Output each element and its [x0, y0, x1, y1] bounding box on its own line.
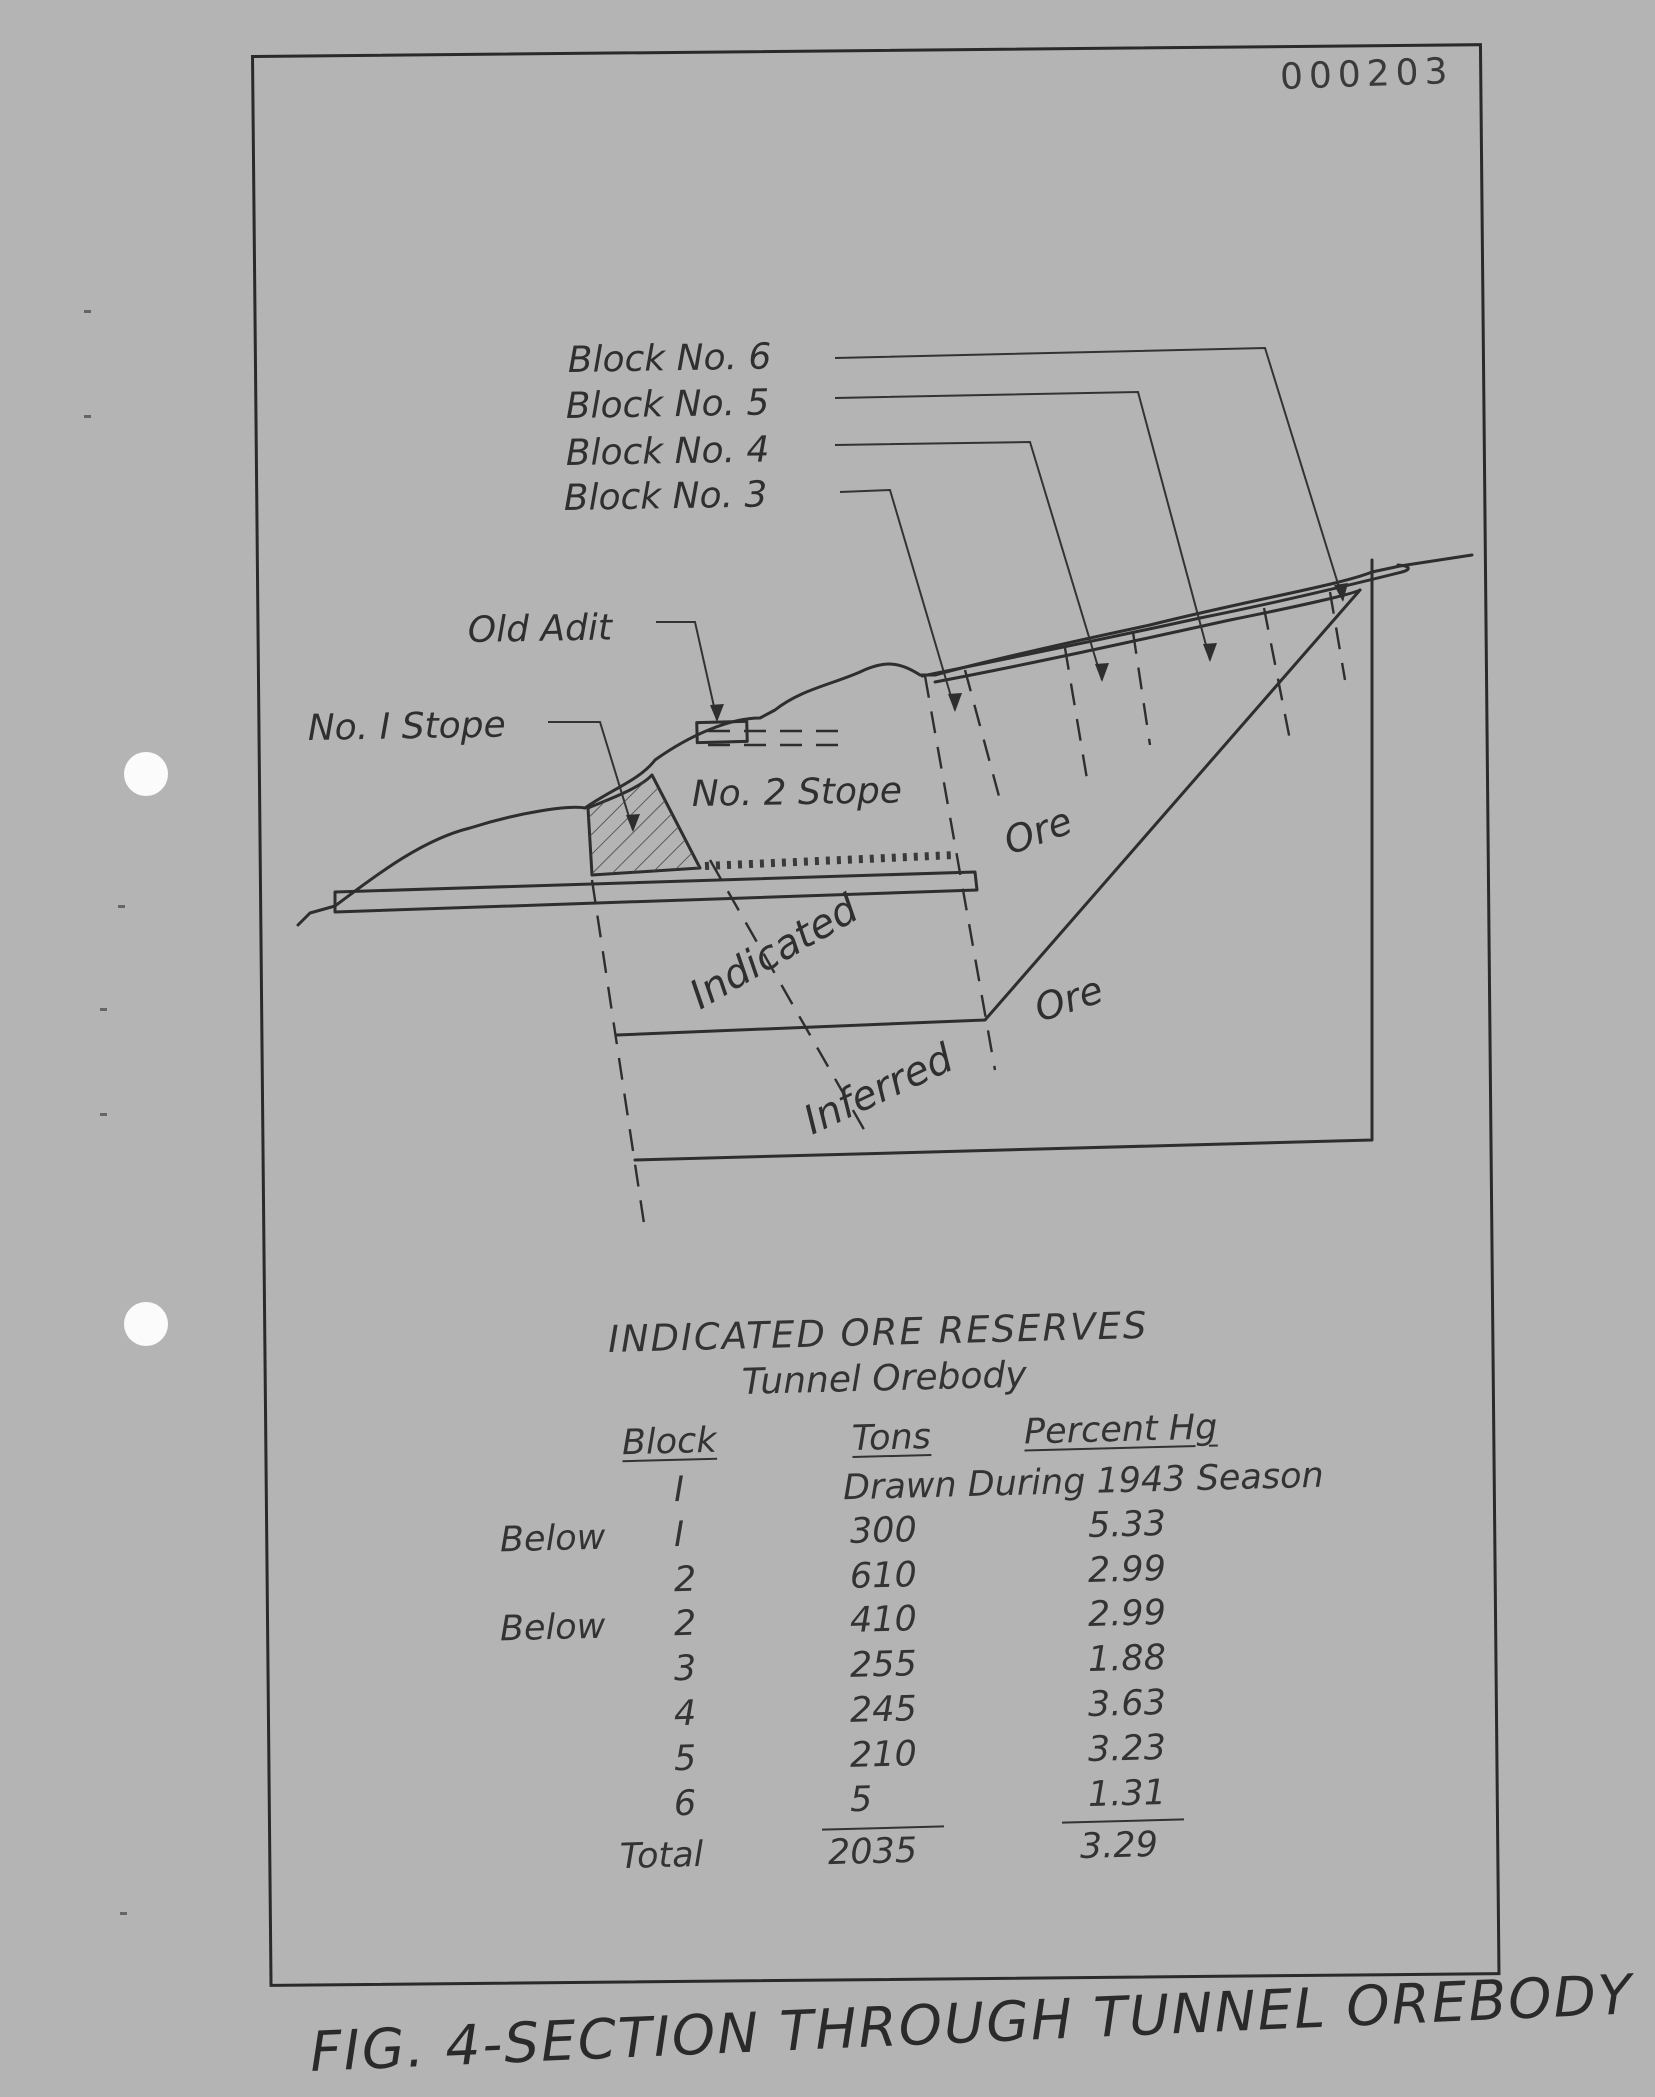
row-block: 3 — [673, 1648, 697, 1690]
header-tons: Tons — [851, 1416, 932, 1460]
label-old-adit: Old Adit — [467, 607, 613, 651]
total-tons: 2035 — [827, 1830, 918, 1874]
no1-stope-hatch — [588, 775, 700, 875]
document-number: 000203 — [1279, 50, 1455, 99]
total-percent: 3.29 — [1079, 1824, 1159, 1868]
row-percent: 1.31 — [1087, 1772, 1167, 1815]
row-percent: 2.99 — [1087, 1548, 1167, 1591]
row-tons: 300 — [849, 1509, 918, 1552]
row-prefix: Below — [499, 1517, 606, 1561]
header-block: Block — [621, 1420, 718, 1464]
table-title: INDICATED ORE RESERVES — [607, 1303, 1149, 1361]
label-block-4: Block No. 4 — [565, 429, 770, 474]
label-ore-lower: Ore — [1029, 967, 1109, 1031]
vein-bottom — [935, 590, 1360, 682]
label-ore-upper: Ore — [998, 798, 1078, 864]
row-percent: 3.63 — [1087, 1682, 1167, 1726]
figure-caption: FIG. 4-SECTION THROUGH TUNNEL OREBODY — [308, 1962, 1635, 2084]
row-block: I — [673, 1469, 685, 1511]
row-percent: 2.99 — [1087, 1593, 1167, 1636]
row-block: 5 — [673, 1738, 697, 1780]
row-tons: 5 — [849, 1779, 873, 1820]
row-tons: 245 — [849, 1689, 918, 1731]
label-block-5: Block No. 5 — [565, 382, 770, 427]
row-tons: 210 — [849, 1733, 918, 1776]
punch-hole-bottom — [124, 1302, 168, 1346]
row-percent: 5.33 — [1087, 1503, 1167, 1546]
row-percent: 3.23 — [1087, 1727, 1167, 1770]
row-tons: 410 — [849, 1599, 918, 1642]
label-no2-stope: No. 2 Stope — [691, 770, 903, 815]
row-block: 2 — [673, 1604, 697, 1645]
row-tons: 255 — [849, 1644, 918, 1687]
tunnel-level — [335, 872, 977, 912]
inferred-box — [635, 560, 1372, 1160]
label-indicated: Indicated — [682, 885, 866, 1019]
row-block: 4 — [673, 1693, 697, 1735]
row-block: I — [673, 1514, 685, 1555]
label-no1-stope: No. I Stope — [307, 704, 507, 749]
row-percent: 1.88 — [1087, 1638, 1167, 1681]
row-block: 6 — [673, 1783, 697, 1824]
row-tons: 610 — [849, 1554, 918, 1597]
label-block-6: Block No. 6 — [567, 336, 772, 381]
table-subtitle: Tunnel Orebody — [741, 1354, 1028, 1403]
total-label: Total — [619, 1834, 704, 1878]
label-block-3: Block No. 3 — [563, 474, 768, 519]
label-inferred: Inferred — [796, 1035, 961, 1145]
table-note: Drawn During 1943 Season — [842, 1455, 1325, 1509]
header-percent: Percent Hg — [1023, 1407, 1218, 1453]
row-block: 2 — [673, 1559, 697, 1600]
margin-mark — [120, 1912, 127, 1915]
mined-strip — [705, 855, 955, 866]
row-prefix: Below — [499, 1607, 606, 1650]
